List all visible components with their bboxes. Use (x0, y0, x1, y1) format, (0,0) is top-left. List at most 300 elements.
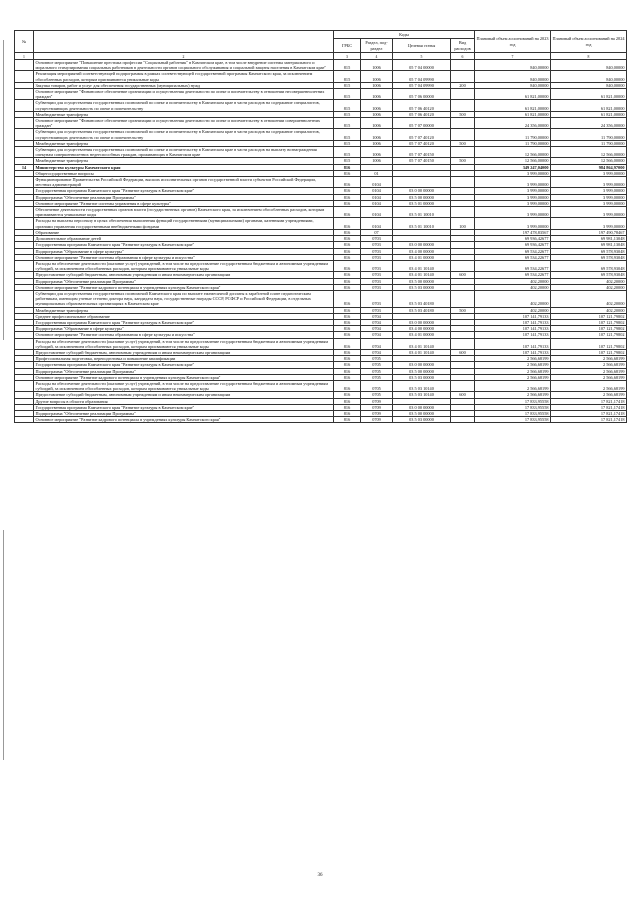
row-razdel: 0709 (361, 404, 393, 410)
col-header-name (34, 31, 334, 53)
row-amount-2023: 349 247,04000 (475, 164, 551, 170)
row-number (15, 71, 34, 82)
row-name: Основное мероприятие "Развитие системы управления в сфере культуры" (34, 200, 334, 206)
row-target-article: 05 7 04 00000 (393, 60, 451, 71)
col-header-2024: Плановый объем ассигнований на 2024 год (551, 31, 627, 53)
row-amount-2024: 402,20000 (551, 278, 627, 284)
row-target-article: 05 7 04 09990 (393, 71, 451, 82)
row-name: Среднее профессиональное образование (34, 313, 334, 319)
col-number: 2 (34, 53, 334, 60)
row-grbs: 816 (334, 254, 361, 260)
row-amount-2023: 107 141,79133 (475, 332, 551, 338)
row-target-article: 03 5 01 10010 (393, 207, 451, 218)
row-grbs: 816 (334, 368, 361, 374)
row-grbs: 816 (334, 362, 361, 368)
row-amount-2024: 2 566,68199 (551, 380, 627, 391)
row-razdel: 1006 (361, 111, 393, 117)
row-razdel: 0703 (361, 242, 393, 248)
row-name: Подпрограмма "Образование в сфере культуры" (34, 326, 334, 332)
row-grbs: 816 (334, 284, 361, 290)
table-body (15, 60, 627, 423)
row-razdel: 0104 (361, 194, 393, 200)
row-target-article: 03 4 00 00000 (393, 248, 451, 254)
row-razdel: 0704 (361, 326, 393, 332)
row-number (15, 129, 34, 140)
row-name: Другие вопросы в области образования (34, 398, 334, 404)
row-amount-2024: 107 121,79802 (551, 349, 627, 355)
row-name: Расходы на выплаты персоналу в целях обеспечения выполнения функций государственными (муниципальными) органами, казенными учреждениями, органами управления государственными внебюджетными фондами (34, 218, 334, 229)
row-grbs: 815 (334, 82, 361, 88)
row-amount-2024: 984 864,97000 (551, 164, 627, 170)
row-name: Основное мероприятие "Развитие кадрового потенциала в учреждениях культуры Камчатского края" (34, 284, 334, 290)
row-amount-2023: 2 566,68199 (475, 374, 551, 380)
row-target-article: 03 5 03 40180 (393, 290, 451, 307)
row-razdel: 0704 (361, 332, 393, 338)
row-razdel: 0104 (361, 188, 393, 194)
row-amount-2023: 2 566,68199 (475, 362, 551, 368)
row-name: Подпрограмма "Обеспечение реализации Программы" (34, 194, 334, 200)
row-amount-2023: 61 821,00000 (475, 111, 551, 117)
row-expense-type (451, 380, 475, 391)
row-target-article: 05 7 06 40120 (393, 111, 451, 117)
row-name: Межбюджетные трансферты (34, 111, 334, 117)
row-razdel: 0705 (361, 356, 393, 362)
row-name: Основное мероприятие "Развитие системы образования в сфере культуры и искусства" (34, 254, 334, 260)
row-razdel: 0703 (361, 248, 393, 254)
row-target-article: 03 4 01 10140 (393, 260, 451, 271)
row-grbs: 816 (334, 236, 361, 242)
row-target-article: 05 7 07 40120 (393, 129, 451, 140)
row-grbs: 815 (334, 111, 361, 117)
row-amount-2024: 61 821,00000 (551, 89, 627, 100)
row-amount-2023: 3 999,00000 (475, 207, 551, 218)
row-razdel: 0703 (361, 254, 393, 260)
row-expense-type (451, 207, 475, 218)
row-grbs: 815 (334, 140, 361, 146)
row-name: Субвенции для осуществления государственных полномочий Камчатского края по выплате ежемесячной доплаты к заработной плате педагогическим работникам, имеющим ученые степени доктора наук, кандидата наук, государственные награды СССР, РСФСР и Российской Федерации, в отдельных муниципальных образовательных организациях в Камчатском крае (34, 290, 334, 307)
row-razdel: 0104 (361, 218, 393, 229)
row-target-article: 05 7 07 40120 (393, 140, 451, 146)
page-number: 36 (317, 873, 323, 878)
table-row (15, 290, 627, 307)
row-amount-2023: 11 790,00000 (475, 140, 551, 146)
row-amount-2024: 840,00000 (551, 71, 627, 82)
row-amount-2024: 840,00000 (551, 82, 627, 88)
row-razdel: 0704 (361, 338, 393, 349)
table-row (15, 338, 627, 349)
scan-edge-left (3, 40, 4, 340)
row-amount-2024: 2 566,68199 (551, 356, 627, 362)
row-razdel: 0705 (361, 362, 393, 368)
row-amount-2024: 107 121,79802 (551, 326, 627, 332)
row-name: Расходы на обеспечение деятельности (оказание услуг) учреждений, в том числе на предоставление государственным бюджетным и автономным учреждениям субсидий, за исключением обособленных расходов, которым присваиваются уникальные коды (34, 260, 334, 271)
row-name: Основное мероприятие "Повышение престижа профессии "Социальный работник" в Камчатском крае, в том числе внедрение системы материального и морального стимулирования социальных работников в деятельности органов социального обслуживания и социальной защиты населения в Камчатском крае" (34, 60, 334, 71)
row-name: Предоставление субсидий бюджетным, автономным учреждениям и иным некоммерческим организациям (34, 392, 334, 398)
row-expense-type (451, 71, 475, 82)
row-amount-2023: 402,20000 (475, 290, 551, 307)
row-name: Министерство культуры Камчатского края (34, 164, 334, 170)
row-razdel: 0704 (361, 349, 393, 355)
row-name: Государственная программа Камчатского края "Развитие культуры в Камчатском крае" (34, 188, 334, 194)
col-header-num: № (15, 31, 34, 53)
row-amount-2023: 17 833,95558 (475, 410, 551, 416)
row-expense-type (451, 260, 475, 271)
table-row (15, 100, 627, 111)
table-row (15, 147, 627, 158)
row-name: Основное мероприятие "Финансовое обеспечение организации и осуществления деятельности по опеке и попечительству в отношении совершеннолетних граждан" (34, 118, 334, 129)
row-amount-2023: 2 566,68199 (475, 368, 551, 374)
row-name: Основное мероприятие "Финансовое обеспечение организации и осуществления деятельности по опеке и попечительству в отношении несовершеннолетних граждан" (34, 89, 334, 100)
row-amount-2023: 69 534,22677 (475, 260, 551, 271)
row-grbs: 816 (334, 380, 361, 391)
row-amount-2023: 69 936,42677 (475, 236, 551, 242)
row-amount-2023: 17 833,95558 (475, 398, 551, 404)
row-amount-2024: 12 566,00000 (551, 158, 627, 164)
row-name: Межбюджетные трансферты (34, 140, 334, 146)
row-razdel: 0703 (361, 290, 393, 307)
row-expense-type: 500 (451, 307, 475, 313)
row-amount-2024: 840,00000 (551, 60, 627, 71)
row-number (15, 60, 34, 71)
row-target-article: 03 5 03 00000 (393, 417, 451, 423)
row-grbs: 815 (334, 71, 361, 82)
col-number: 6 (451, 53, 475, 60)
row-name: Расходы на обеспечение деятельности (оказание услуг) учреждений, в том числе на предоставление государственным бюджетным и автономным учреждениям субсидий, за исключением обособленных расходов, которым присваиваются уникальные коды (34, 380, 334, 391)
row-amount-2023: 12 566,00000 (475, 158, 551, 164)
row-target-article: 03 5 03 10140 (393, 392, 451, 398)
table-row (15, 417, 627, 423)
row-amount-2023: 69 936,42677 (475, 242, 551, 248)
row-amount-2024: 17 821,17418 (551, 404, 627, 410)
row-expense-type (451, 60, 475, 71)
row-grbs: 815 (334, 60, 361, 71)
row-name: Расходы на обеспечение деятельности (оказание услуг) учреждений, в том числе на предоставление государственным бюджетным и автономным учреждениям субсидий, за исключением обособленных расходов, которым присваиваются уникальные коды (34, 338, 334, 349)
row-grbs: 816 (334, 278, 361, 284)
row-grbs: 816 (334, 338, 361, 349)
row-amount-2023: 107 141,79133 (475, 313, 551, 319)
row-amount-2024: 3 999,00000 (551, 200, 627, 206)
row-razdel: 1006 (361, 60, 393, 71)
row-number (15, 147, 34, 158)
row-amount-2024: 197 490,78467 (551, 229, 627, 235)
row-grbs: 815 (334, 89, 361, 100)
row-target-article: 05 7 07 40150 (393, 147, 451, 158)
row-amount-2023: 840,00000 (475, 60, 551, 71)
row-razdel: 0703 (361, 307, 393, 313)
row-amount-2024: 107 121,79802 (551, 338, 627, 349)
table-row (15, 129, 627, 140)
row-amount-2023: 3 999,00000 (475, 194, 551, 200)
row-grbs: 816 (334, 229, 361, 235)
row-grbs: 815 (334, 118, 361, 129)
row-expense-type: 500 (451, 140, 475, 146)
row-grbs: 816 (334, 188, 361, 194)
row-amount-2023: 840,00000 (475, 71, 551, 82)
row-amount-2023: 61 821,00000 (475, 89, 551, 100)
row-amount-2024: 402,20000 (551, 307, 627, 313)
row-target-article: 03 5 03 40180 (393, 307, 451, 313)
row-grbs: 816 (334, 332, 361, 338)
row-grbs: 816 (334, 392, 361, 398)
row-amount-2023: 2 566,68199 (475, 392, 551, 398)
row-expense-type: 500 (451, 111, 475, 117)
row-amount-2024: 69 981,13048 (551, 236, 627, 242)
row-name: Образование (34, 229, 334, 235)
table-row (15, 218, 627, 229)
table-row (15, 207, 627, 218)
row-target-article: 03 5 01 10010 (393, 218, 451, 229)
row-amount-2024: 3 999,00000 (551, 194, 627, 200)
row-number (15, 380, 34, 391)
row-target-article: 03 4 01 00000 (393, 254, 451, 260)
row-amount-2023: 3 999,00000 (475, 170, 551, 176)
row-expense-type (451, 147, 475, 158)
row-grbs: 816 (334, 200, 361, 206)
row-amount-2023: 402,20000 (475, 307, 551, 313)
row-amount-2023: 24 356,00000 (475, 118, 551, 129)
row-amount-2024: 402,20000 (551, 284, 627, 290)
row-expense-type: 100 (451, 218, 475, 229)
table-row (15, 71, 627, 82)
row-amount-2024: 11 790,00000 (551, 129, 627, 140)
row-amount-2023: 107 141,79133 (475, 349, 551, 355)
row-expense-type (451, 290, 475, 307)
row-amount-2024: 107 121,79802 (551, 332, 627, 338)
row-amount-2023: 69 534,22677 (475, 272, 551, 278)
row-amount-2023: 3 999,00000 (475, 218, 551, 229)
row-amount-2024: 3 999,00000 (551, 177, 627, 188)
row-amount-2024: 3 999,00000 (551, 188, 627, 194)
budget-allocation-table (14, 30, 627, 423)
row-amount-2024: 107 121,79802 (551, 313, 627, 319)
col-number: 4 (361, 53, 393, 60)
row-grbs: 816 (334, 326, 361, 332)
row-name: Государственная программа Камчатского края "Развитие культуры в Камчатском крае" (34, 319, 334, 325)
row-number (15, 218, 34, 229)
row-target-article: 03 4 01 10140 (393, 272, 451, 278)
row-name: Субвенции для осуществления государственных полномочий по опеке и попечительству в Камчатском крае в части расходов на выплату вознаграждения опекунам совершеннолетних недееспособных граждан, проживающих в Камчатском крае (34, 147, 334, 158)
row-amount-2023: 3 999,00000 (475, 200, 551, 206)
row-grbs: 816 (334, 374, 361, 380)
row-razdel: 0104 (361, 177, 393, 188)
row-grbs: 816 (334, 218, 361, 229)
row-number (15, 290, 34, 307)
row-razdel: 0705 (361, 380, 393, 391)
row-target-article: 03 0 00 00000 (393, 362, 451, 368)
row-razdel: 0704 (361, 319, 393, 325)
row-expense-type (451, 89, 475, 100)
row-target-article: 05 7 07 00000 (393, 118, 451, 129)
row-amount-2024: 2 566,68199 (551, 374, 627, 380)
row-amount-2023: 2 566,68199 (475, 356, 551, 362)
row-name: Общегосударственные вопросы (34, 170, 334, 176)
row-amount-2024: 107 121,79802 (551, 319, 627, 325)
row-name: Основное мероприятие "Развитие кадрового потенциала в учреждениях культуры Камчатского края" (34, 374, 334, 380)
row-razdel: 1006 (361, 71, 393, 82)
row-name: Подпрограмма "Обеспечение реализации Программы" (34, 368, 334, 374)
row-name: Субвенции для осуществления государственных полномочий по опеке и попечительству в Камчатском крае в части расходов на содержание специалистов, осуществляющих деятельность по опеке и попечительству (34, 129, 334, 140)
row-amount-2024: 3 999,00000 (551, 170, 627, 176)
row-amount-2024: 69 578,93048 (551, 254, 627, 260)
row-name: Подпрограмма "Образование в сфере культуры" (34, 248, 334, 254)
row-target-article: 03 5 01 00000 (393, 200, 451, 206)
row-razdel: 0703 (361, 284, 393, 290)
col-number: 1 (15, 53, 34, 60)
row-target-article: 03 4 01 10140 (393, 349, 451, 355)
row-grbs: 816 (334, 290, 361, 307)
row-razdel: 07 (361, 229, 393, 235)
row-name: Основное мероприятие "Развитие кадрового потенциала в учреждениях культуры Камчатского края" (34, 417, 334, 423)
row-target-article: 03 0 00 00000 (393, 242, 451, 248)
row-razdel: 1006 (361, 100, 393, 111)
row-number (15, 338, 34, 349)
row-number (15, 260, 34, 271)
row-expense-type (451, 118, 475, 129)
row-target-article: 03 5 00 00000 (393, 410, 451, 416)
row-amount-2024: 402,20000 (551, 290, 627, 307)
col-number: 5 (393, 53, 451, 60)
table-row (15, 260, 627, 271)
row-amount-2024: 24 356,00000 (551, 118, 627, 129)
row-number (15, 100, 34, 111)
row-expense-type (451, 417, 475, 423)
row-amount-2024: 12 566,00000 (551, 147, 627, 158)
row-grbs: 816 (334, 398, 361, 404)
col-header-target: Целевая статья (393, 39, 451, 53)
row-amount-2024: 61 821,00000 (551, 111, 627, 117)
table-row (15, 60, 627, 71)
row-name: Подпрограмма "Обеспечение реализации Программы" (34, 410, 334, 416)
table-row (15, 118, 627, 129)
row-razdel: 0705 (361, 392, 393, 398)
row-razdel: 0104 (361, 207, 393, 218)
row-razdel: 0104 (361, 200, 393, 206)
row-expense-type (451, 177, 475, 188)
row-razdel: 1006 (361, 140, 393, 146)
row-grbs: 815 (334, 147, 361, 158)
col-header-codes: Коды (334, 31, 475, 39)
row-name: Функционирование Правительства Российской Федерации, высших исполнительных органов государственной власти субъектов Российской Федерации, местных администраций (34, 177, 334, 188)
row-amount-2024: 3 999,00000 (551, 207, 627, 218)
row-razdel: 0704 (361, 313, 393, 319)
row-grbs: 816 (334, 207, 361, 218)
row-razdel: 1006 (361, 89, 393, 100)
row-grbs: 816 (334, 194, 361, 200)
row-razdel: 1006 (361, 118, 393, 129)
col-header-grbs: ГРБС (334, 39, 361, 53)
row-amount-2024: 69 981,13048 (551, 242, 627, 248)
row-grbs: 816 (334, 417, 361, 423)
row-name: Подпрограмма "Обеспечение реализации Программы" (34, 278, 334, 284)
budget-table-page (14, 30, 626, 423)
row-razdel: 1006 (361, 158, 393, 164)
row-grbs: 816 (334, 410, 361, 416)
row-target-article: 03 4 01 10140 (393, 338, 451, 349)
row-name: Государственная программа Камчатского края "Развитие культуры в Камчатском крае" (34, 362, 334, 368)
row-target-article (393, 177, 451, 188)
row-name: Предоставление субсидий бюджетным, автономным учреждениям и иным некоммерческим организациям (34, 349, 334, 355)
table-row (15, 89, 627, 100)
row-name: Субвенции для осуществления государственных полномочий по опеке и попечительству в Камчатском крае в части расходов на содержание специалистов, осуществляющих деятельность по опеке и попечительству (34, 100, 334, 111)
row-target-article: 05 7 06 00000 (393, 89, 451, 100)
row-amount-2024: 69 578,93048 (551, 272, 627, 278)
row-target-article: 03 0 00 00000 (393, 404, 451, 410)
row-grbs: 816 (334, 272, 361, 278)
row-expense-type (451, 100, 475, 111)
row-grbs: 816 (334, 313, 361, 319)
row-number (15, 177, 34, 188)
row-razdel: 1006 (361, 129, 393, 140)
row-grbs: 815 (334, 158, 361, 164)
row-razdel: 0703 (361, 260, 393, 271)
row-amount-2023: 17 833,95558 (475, 417, 551, 423)
row-amount-2024: 69 578,93048 (551, 248, 627, 254)
row-amount-2023: 3 999,00000 (475, 188, 551, 194)
row-grbs: 816 (334, 248, 361, 254)
row-target-article: 03 5 03 10140 (393, 380, 451, 391)
row-razdel: 0709 (361, 417, 393, 423)
row-target-article: 03 0 00 00000 (393, 319, 451, 325)
row-amount-2023: 61 821,00000 (475, 100, 551, 111)
row-target-article: 03 4 01 00000 (393, 332, 451, 338)
column-number-row (15, 53, 627, 60)
row-name: Дополнительное образование детей (34, 236, 334, 242)
row-amount-2023: 107 141,79133 (475, 338, 551, 349)
row-name: Государственная программа Камчатского края "Развитие культуры в Камчатском крае" (34, 242, 334, 248)
table-row (15, 177, 627, 188)
row-razdel: 0703 (361, 272, 393, 278)
row-amount-2023: 107 141,79133 (475, 326, 551, 332)
row-amount-2023: 12 566,00000 (475, 147, 551, 158)
row-razdel: 01 (361, 170, 393, 176)
row-amount-2023: 69 534,22677 (475, 248, 551, 254)
row-number (15, 89, 34, 100)
row-amount-2024: 69 578,93048 (551, 260, 627, 271)
row-grbs: 816 (334, 404, 361, 410)
row-target-article: 05 7 07 40150 (393, 158, 451, 164)
col-number: 8 (551, 53, 627, 60)
scan-edge-left-lower (3, 530, 4, 760)
row-target-article: 03 5 00 00000 (393, 194, 451, 200)
col-header-vid: Вид расходов (451, 39, 475, 53)
row-name: Предоставление субсидий бюджетным, автономным учреждениям и иным некоммерческим организациям (34, 272, 334, 278)
row-expense-type: 600 (451, 392, 475, 398)
row-target-article: 03 5 00 00000 (393, 368, 451, 374)
row-amount-2024: 2 566,68199 (551, 392, 627, 398)
col-number: 7 (475, 53, 551, 60)
row-amount-2023: 17 833,95558 (475, 404, 551, 410)
row-razdel: 0705 (361, 374, 393, 380)
row-name: Межбюджетные трансферты (34, 158, 334, 164)
row-amount-2024: 3 999,00000 (551, 218, 627, 229)
row-grbs: 816 (334, 356, 361, 362)
row-target-article: 03 0 00 00000 (393, 188, 451, 194)
row-expense-type: 600 (451, 349, 475, 355)
row-grbs: 816 (334, 349, 361, 355)
row-name: Основное мероприятие "Развитие системы образования в сфере культуры и искусства" (34, 332, 334, 338)
row-target-article: 05 7 04 09990 (393, 82, 451, 88)
row-grbs: 815 (334, 100, 361, 111)
row-amount-2024: 17 821,17418 (551, 417, 627, 423)
row-grbs: 815 (334, 129, 361, 140)
row-expense-type: 600 (451, 272, 475, 278)
row-razdel: 0705 (361, 368, 393, 374)
row-name: Профессиональная подготовка, переподготовка и повышение квалификации (34, 356, 334, 362)
row-razdel: 0703 (361, 236, 393, 242)
row-amount-2024: 11 790,00000 (551, 140, 627, 146)
row-razdel: 1006 (361, 147, 393, 158)
row-amount-2023: 3 999,00000 (475, 177, 551, 188)
